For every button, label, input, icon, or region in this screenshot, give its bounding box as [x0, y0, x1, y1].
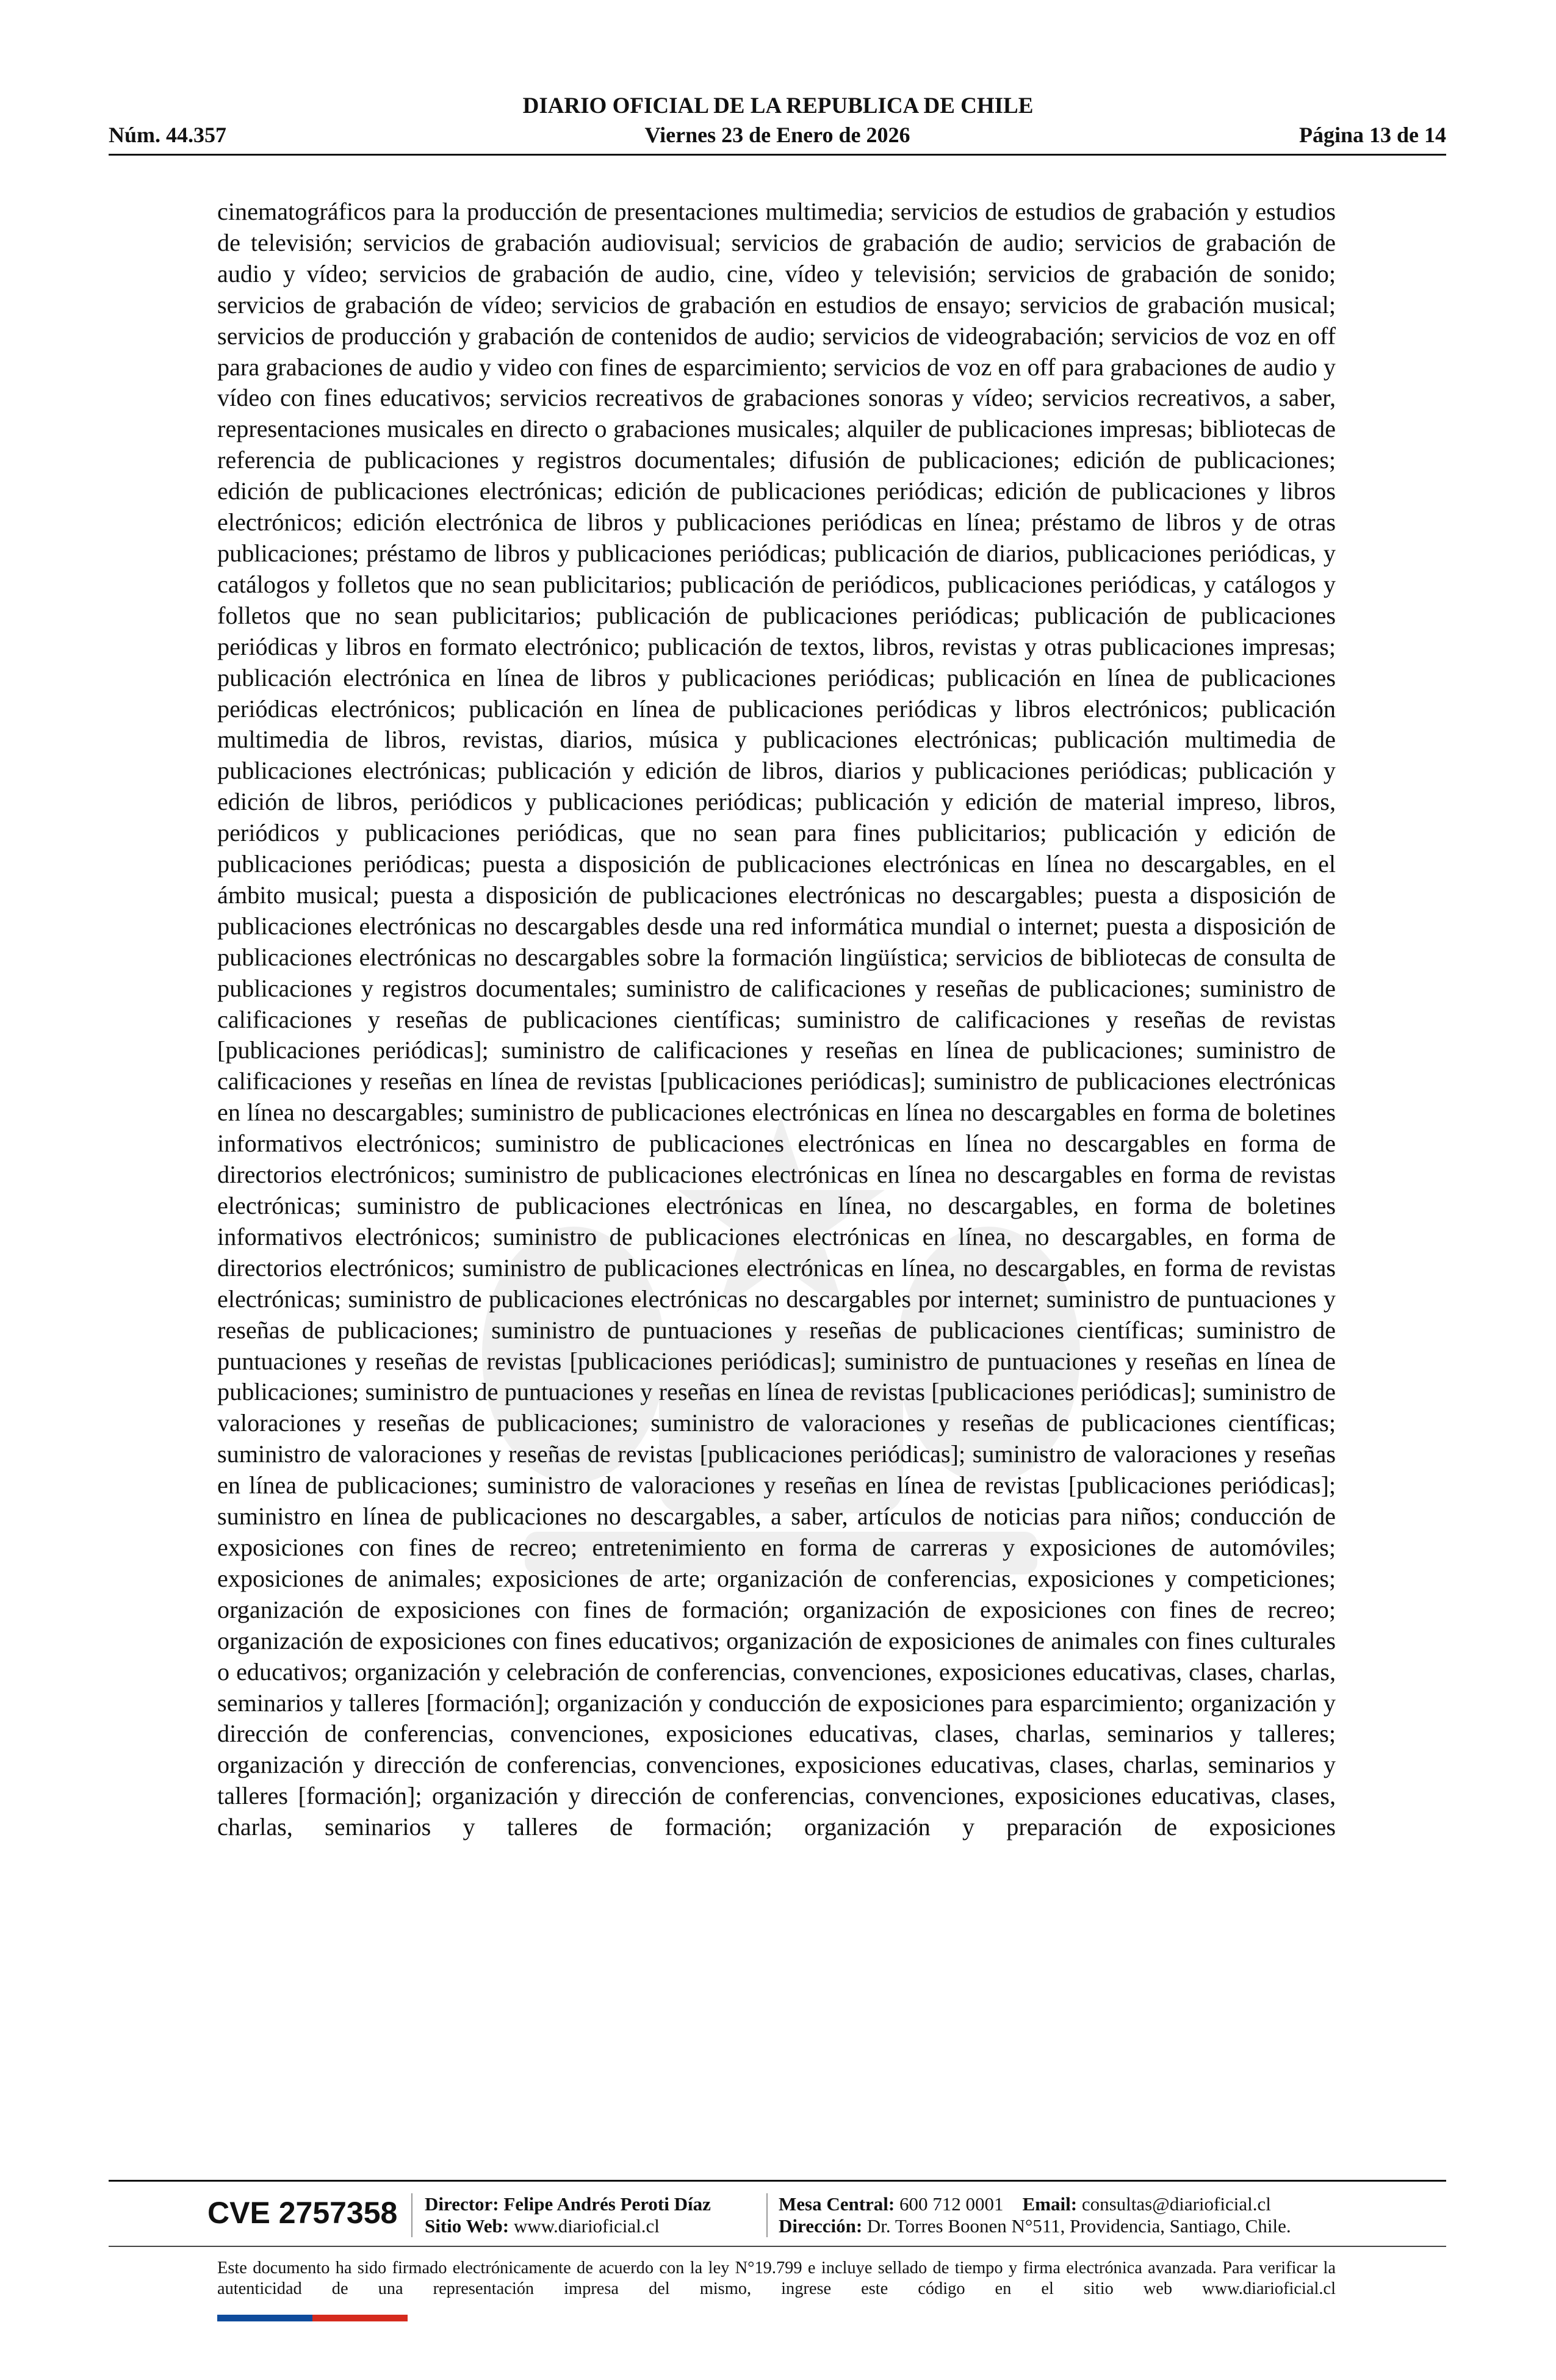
cve-code: CVE 2757358 — [207, 2196, 398, 2230]
footer-separator — [411, 2193, 412, 2237]
issue-number: Núm. 44.357 — [109, 123, 227, 147]
director-name: Felipe Andrés Peroti Díaz — [503, 2193, 711, 2215]
site-label: Sitio Web: — [425, 2215, 510, 2237]
header-row — [109, 121, 1446, 149]
email-link[interactable]: consultas@diarioficial.cl — [1081, 2193, 1271, 2215]
footer-divider — [109, 2180, 1446, 2182]
body-text: cinematográficos para la producción de presentaciones multimedia; servicios de estudios de grabación y estudios de televisión; servicios de grabación audiovisual; servicios de grabación de audio; servicios de grabación de audio y vídeo; servicios de grabación de audio, cine, vídeo y televisión; servicios de grabación de sonido; servicios de grabación de vídeo; servicios de grabación en estudios de ensayo; servicios de grabación musical; servicios de producción y grabación de contenidos de audio; servicios de videograbación; servicios de voz en off para grabaciones de audio y video con fines de esparcimiento; servicios de voz en off para grabaciones de audio y vídeo con fines educativos; servicios recreativos de grabaciones sonoras y vídeo; servicios recreativos, a saber, representaciones musicales en directo o grabaciones musicales; alquiler de publicaciones impresas; bibliotecas de referencia de publicaciones y registros documentales; difusión de publicaciones; edición de publicaciones; edición de publicaciones electrónicas; edición de publicaciones periódicas; edición de publicaciones y libros electrónicos; edición electrónica de libros y publicaciones periódicas en línea; préstamo de libros y de otras publicaciones; préstamo de libros y publicaciones periódicas; publicación de diarios, publicaciones periódicas, y catálogos y folletos que no sean publicitarios; publicación de periódicos, publicaciones periódicas, y catálogos y folletos que no sean publicitarios; publicación de publicaciones periódicas; publicación de publicaciones periódicas y libros en formato electrónico; publicación de textos, libros, revistas y otras publicaciones impresas; publicación electrónica en línea de libros y publicaciones periódicas; publicación en línea de publicaciones periódicas electrónicos; publicación en línea de publicaciones periódicas y libros electrónicos; publicación multimedia de libros, revistas, diarios, música y publicaciones electrónicas; publicación multimedia de publicaciones electrónicas; publicación y edición de libros, diarios y publicaciones periódicas; publicación y edición de libros, periódicos y publicaciones periódicas; publicación y edición de material impreso, libros, periódicos y publicaciones periódicas, que no sean para fines publicitarios; publicación y edición de publicaciones periódicas; puesta a disposición de publicaciones electrónicas en línea no descargables, en el ámbito musical; puesta a disposición de publicaciones electrónicas no descargables; puesta a disposición de publicaciones electrónicas no descargables desde una red informática mundial o internet; puesta a disposición de publicaciones electrónicas no descargables sobre la formación lingüística; servicios de bibliotecas de consulta de publicaciones y registros documentales; suministro de calificaciones y reseñas de publicaciones; suministro de calificaciones y reseñas de publicaciones científicas; suministro de calificaciones y reseñas de revistas [publicaciones periódicas]; suministro de calificaciones y reseñas en línea de publicaciones; suministro de calificaciones y reseñas en línea de revistas [publicaciones periódicas]; suministro de publicaciones electrónicas en línea no descargables; suministro de publicaciones electrónicas en línea no descargables en forma de boletines informativos electrónicos; suministro de publicaciones electrónicas en línea no descargables en forma de directorios electrónicos; suministro de publicaciones electrónicas en línea no descargables en forma de revistas electrónicas; suministro de publicaciones electrónicas en línea, no descargables, en forma de boletines informativos electrónicos; suministro de publicaciones electrónicas en línea, no descargables, en forma de directorios electrónicos; suministro de publicaciones electrónicas en línea, no descargables, en forma de revistas electrónicas; suministro de publicaciones electrónicas no descargables por internet; suministro de puntuaciones y reseñas de publicaciones; suministro de puntuaciones y reseñas de publicaciones científicas; suministro de puntuaciones y reseñas de revistas [publicaciones periódicas]; suministro de puntuaciones y reseñas en línea de publicaciones; suministro de puntuaciones y reseñas en línea de revistas [publicaciones periódicas]; suministro de valoraciones y reseñas de publicaciones; suministro de valoraciones y reseñas de publicaciones científicas; suministro de valoraciones y reseñas de revistas [publicaciones periódicas]; suministro de valoraciones y reseñas en línea de publicaciones; suministro de valoraciones y reseñas en línea de revistas [publicaciones periódicas]; suministro en línea de publicaciones no descargables, a saber, artículos de noticias para niños; conducción de exposiciones con fines de recreo; entretenimiento en forma de carreras y exposiciones de automóviles; exposiciones de animales; exposiciones de arte; organización de conferencias, exposiciones y competiciones; organización de exposiciones con fines de formación; organización de exposiciones con fines de recreo; organización de exposiciones con fines educativos; organización de exposiciones de animales con fines culturales o educativos; organización y celebración de conferencias, convenciones, exposiciones educativas, clases, charlas, seminarios y talleres [formación]; organización y conducción de exposiciones para esparcimiento; organización y dirección de conferencias, convenciones, exposiciones educativas, clases, charlas, seminarios y talleres; organización y dirección de conferencias, convenciones, exposiciones educativas, clases, charlas, seminarios y talleres [formación]; organización y dirección de conferencias, convenciones, exposiciones educativas, clases, charlas, seminarios y talleres de formación; organización y preparación de exposiciones — [217, 198, 1336, 1841]
issue-date: Viernes 23 de Enero de 2026 — [644, 123, 910, 147]
email-label: Email: — [1022, 2193, 1078, 2215]
footer-note-divider — [109, 2246, 1446, 2247]
flag-blue-segment — [217, 2315, 312, 2321]
flag-color-bar — [217, 2315, 408, 2321]
site-link[interactable]: www.diarioficial.cl — [513, 2215, 660, 2237]
footer-separator — [766, 2193, 768, 2237]
header-divider — [109, 154, 1446, 156]
director-label: Director: — [425, 2193, 499, 2215]
footer-director-block — [425, 2193, 711, 2237]
flag-red-segment — [312, 2315, 408, 2321]
publication-title: DIARIO OFICIAL DE LA REPUBLICA DE CHILE — [522, 93, 1034, 118]
address-value: Dr. Torres Boonen N°511, Providencia, Santiago, Chile. — [866, 2215, 1291, 2237]
phone-value: 600 712 0001 — [899, 2193, 1004, 2215]
footer-contact-block — [779, 2193, 1291, 2237]
page-indicator: Página 13 de 14 — [1298, 123, 1446, 147]
signature-note: Este documento ha sido firmado electrónicamente de acuerdo con la ley N°19.799 e incluye sellado de tiempo y firma electrónica avanzada. Para verificar la autenticidad de una representación impresa del mismo, ingrese este código en el sitio web www.diarioficial.cl — [217, 2259, 1336, 2298]
phone-label: Mesa Central: — [779, 2193, 895, 2215]
address-label: Dirección: — [779, 2215, 863, 2237]
